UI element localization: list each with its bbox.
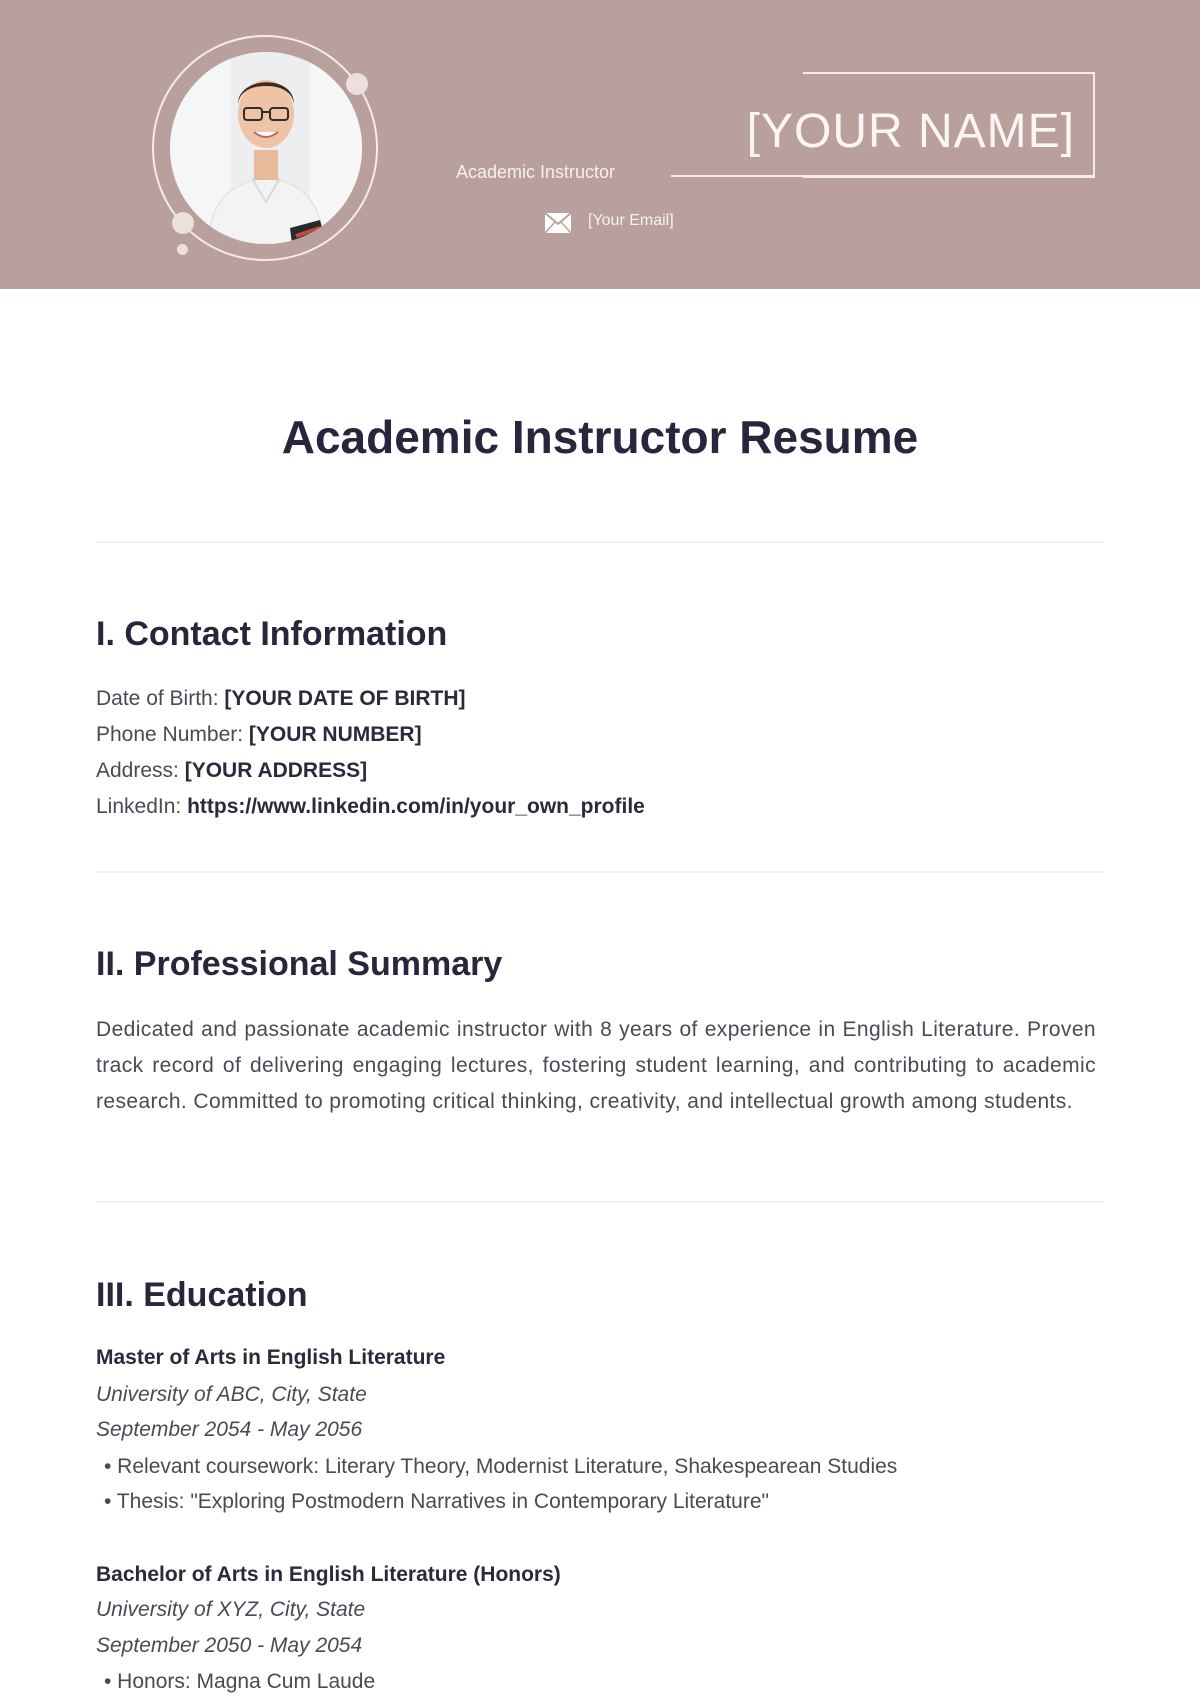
degree-title: Bachelor of Arts in English Literature (Honors): [96, 1563, 561, 1586]
education-dates: September 2054 - May 2056: [96, 1418, 363, 1441]
contact-label: Phone Number:: [96, 723, 249, 746]
page-title: Academic Instructor Resume: [281, 411, 919, 463]
decorative-dot: [172, 212, 194, 234]
degree-title: Master of Arts in English Literature: [96, 1346, 446, 1369]
divider: [96, 1201, 1104, 1203]
email-text: [Your Email]: [588, 212, 674, 229]
education-dates: September 2050 - May 2054: [96, 1634, 363, 1657]
contact-value: [YOUR DATE OF BIRTH]: [224, 687, 466, 710]
role-underline: [671, 175, 1095, 177]
education-bullet: • Thesis: "Exploring Postmodern Narratives in Contemporary Literature": [104, 1490, 769, 1513]
summary-heading: II. Professional Summary: [96, 945, 503, 983]
summary-text: Dedicated and passionate academic instructor with 8 years of experience in English Literature. Proven track record of delivering engaging lectures, fostering student learning, and contributing to academic research. Committed to promoting critical thinking, creativity, and intellectual growth among students.: [96, 1018, 1096, 1113]
mail-icon: [545, 213, 571, 233]
contact-label: LinkedIn:: [96, 795, 188, 818]
contact-label: Address:: [96, 759, 185, 782]
profile-photo-illustration: [170, 52, 362, 244]
decorative-dot: [177, 244, 188, 255]
linkedin-link[interactable]: https://www.linkedin.com/in/your_own_profile: [187, 795, 645, 818]
contact-heading: I. Contact Information: [96, 615, 448, 653]
divider: [96, 871, 1104, 873]
contact-address: [96, 753, 367, 789]
contact-value: [YOUR ADDRESS]: [184, 759, 368, 782]
contact-linkedin: [96, 789, 645, 825]
education-heading: III. Education: [96, 1276, 308, 1314]
applicant-name: [YOUR NAME]: [746, 105, 1075, 158]
divider: [96, 541, 1104, 543]
contact-dob: [96, 681, 465, 717]
decorative-dot: [346, 73, 368, 95]
school-name: University of XYZ, City, State: [96, 1598, 366, 1621]
education-bullet: • Honors: Magna Cum Laude: [104, 1670, 376, 1693]
profile-photo: [170, 52, 362, 244]
job-role: Academic Instructor: [456, 162, 616, 182]
contact-value: [YOUR NUMBER]: [248, 723, 422, 746]
education-bullet: • Relevant coursework: Literary Theory, Modernist Literature, Shakespearean Studies: [104, 1455, 898, 1478]
contact-label: Date of Birth:: [96, 687, 225, 710]
header-banner: [0, 0, 1200, 289]
school-name: University of ABC, City, State: [96, 1383, 367, 1406]
contact-phone: [96, 717, 422, 753]
